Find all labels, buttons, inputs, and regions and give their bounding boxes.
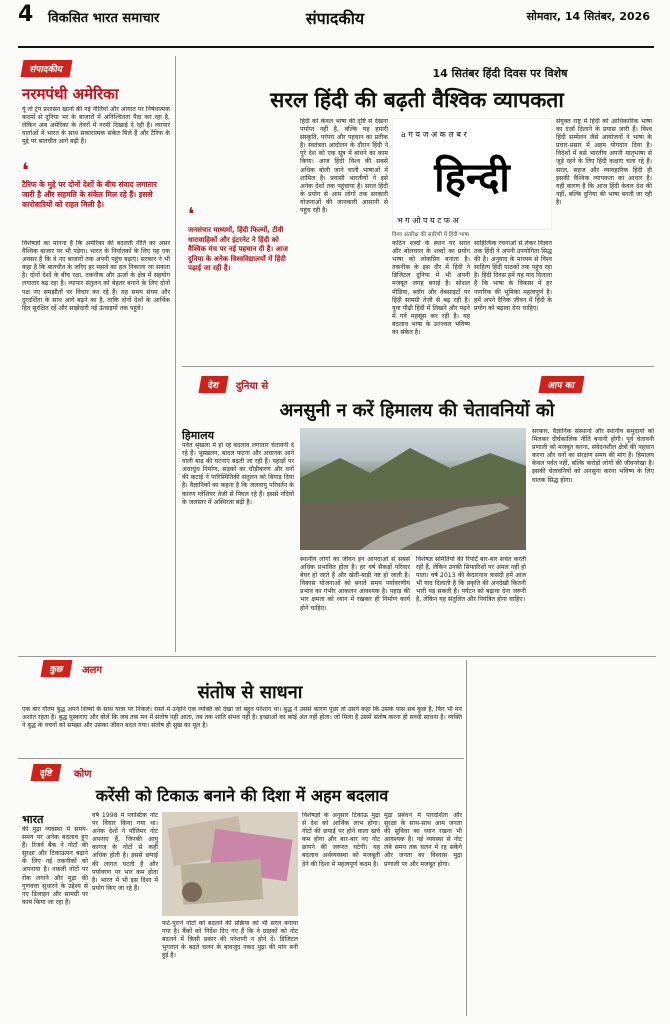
date: सोमवार, 14 सितंबर, 2026	[526, 10, 650, 23]
hindi-col4: संयुक्त राष्ट्र में हिंदी को आधिकारिक भाषा का दर्जा दिलाने के प्रयास जारी हैं। विश्व हिंदी सम्मेलन जैसे आयोजनों ने भाषा के प्रचार-प्रसार में अहम योगदान दिया है। विदेशों में बसे भारतीय अपनी मातृभाषा से जुड़े रहने के लिए हिंदी कक्षाएं चला रहे हैं। सरल, सहज और व्यावहारिक हिंदी ही इसकी वैश्विक व्यापकता का आधार है। यही कारण है कि आज हिंदी केवल देश की नहीं, बल्कि दुनिया की भाषा बनती जा रही है।	[556, 118, 652, 206]
column-divider	[175, 56, 176, 652]
himalaya-lead-word: हिमालय	[182, 429, 214, 442]
paper-name: विकसित भारत समाचार	[48, 11, 160, 26]
currency-col4: विशेषज्ञों के अनुसार टिकाऊ मुद्रा से देश को आर्थिक लाभ होगा। नोटों की छपाई पर होने वाला खर्च कम होगा और बार-बार नए नोट छापने की जरूरत घटेगी। यह बदलाव अर्थव्यवस्था को मजबूती देने की दिशा में महत्वपूर्ण कदम है।	[302, 812, 380, 868]
himalaya-col4: सरकार, वैज्ञानिक संस्थानों और स्थानीय समुदायों को मिलकर दीर्घकालिक नीति बनानी होगी। पूर्व चेतावनी प्रणाली को मजबूत करना, संवेदनशील क्षेत्रों की पहचान करना और वनों का संरक्षण समय की मांग है। हिमालय केवल पर्वत नहीं, बल्कि करोड़ों लोगों की जीवनरेखा है। इसकी चेतावनियों को अनसुना करना भविष्य के लिए घातक सिद्ध होगा।	[532, 428, 654, 484]
himalaya-tag: देश	[199, 376, 229, 393]
hindi-day-headline: सरल हिंदी की बढ़ती वैश्विक व्यापकता	[270, 88, 564, 112]
editorial-pull-quote: टैरिफ के मुद्दे पर दोनों देशों के बीच संवाद लगातार जारी है और सहमति के संकेत मिल रहे हैं। इससे कारोबारियों को राहत मिली है।	[22, 180, 157, 209]
currency-photo	[162, 812, 298, 916]
hindi-day-kicker: 14 सितंबर हिंदी दिवस पर विशेष	[432, 67, 568, 80]
hindi-image-caption: विश्व अंतरिक्ष की सारिणी में हिंदी भाषा	[392, 232, 470, 238]
hindi-word-art	[392, 118, 552, 230]
svg-text:a ग य ज अ क ल ब र: a ग य ज अ क ल ब र	[401, 130, 467, 139]
currency-tag: दृष्टि	[31, 764, 62, 781]
himalaya-tag-2: दुनिया से	[236, 381, 269, 392]
currency-col2: वर्ष 1998 में प्लास्टिक नोट पर विचार किया गया था। अनेक देशों ने पॉलिमर नोट अपनाए हैं, जिनकी आयु कागज के नोटों से कहीं अधिक होती है। इससे छपाई की लागत घटती है और पर्यावरण पर भार कम होता है। भारत में भी इस दिशा में प्रयोग किए जा रहे हैं।	[92, 812, 158, 892]
hindi-pull-quote: जनसंचार माध्यमों, हिंदी फिल्मों, टीवी धारावाहिकों और इंटरनेट ने हिंदी को वैश्विक मंच पर नई पहचान दी है। आज दुनिया के अनेक विश्वविद्यालयों में हिंदी पढ़ाई जा रही है।	[188, 226, 288, 272]
santosh-tag-2: अलग	[82, 665, 103, 676]
column-divider	[466, 660, 467, 1016]
editorial-lead: यूं तो ट्रंप प्रशासन खानों की नई नीतियों और आयात पर निषेधात्मक कदमों से दुनिया भर के बाजारों में अनिश्चितता पैदा कर रहा है, लेकिन अब अमेरिका के तेवरों में नरमी दिखाई दे रही है। व्यापार वार्ताओं में भारत के साथ सकारात्मक संकेत मिले हैं और टैरिफ के मुद्दे पर बातचीत आगे बढ़ी है।	[22, 106, 170, 146]
santosh-body: एक बार गौतम बुद्ध अपने शिष्यों के साथ यात्रा पर निकले। रास्ते में उन्होंने एक व्यक्ति को देखा जो बहुत परेशान था। बुद्ध ने उससे कारण पूछा तो उसने कहा कि उसके पास सब कुछ है, फिर भी मन अशांत रहता है। बुद्ध मुस्कराए और बोले कि जब तक मन में संतोष नहीं आता, तब तक शांति संभव नहीं है। इच्छाओं का कोई अंत नहीं होता। जो मिला है उसमें संतोष करना ही सच्ची साधना है। व्यक्ति ने बुद्ध के वचनों को समझा और उसका जीवन बदल गया। संतोष ही सुख का मूल है।	[22, 706, 462, 730]
santosh-tag: कुछ	[41, 660, 73, 677]
santosh-headline: संतोष से साधना	[197, 682, 303, 703]
quote-mark-icon: ❛	[188, 204, 195, 225]
himalaya-col3: विशेषज्ञ समितियों की रिपोर्टें बार-बार सचेत करती रही हैं, लेकिन उनकी सिफारिशों पर अमल नहीं हो पाता। वर्ष 2013 की केदारनाथ त्रासदी हमें आज भी याद दिलाती है कि प्रकृति की अनदेखी कितनी भारी पड़ सकती है। पर्यटन को बढ़ावा देना जरूरी है, लेकिन यह संतुलित और नियंत्रित होना चाहिए।	[416, 556, 526, 604]
currency-tag-2: कोण	[74, 769, 92, 780]
himalaya-photo	[300, 428, 526, 550]
quote-mark-icon: ❛	[22, 158, 29, 182]
masthead-rule	[18, 46, 654, 48]
hindi-col1: हिंदी को केवल भाषा की दृष्टि से देखना पर्याप्त नहीं है, बल्कि यह हमारी संस्कृति, परंपरा और पहचान का प्रतीक है। स्वतंत्रता आंदोलन के दौरान हिंदी ने पूरे देश को एक सूत्र में बांधने का काम किया। आज हिंदी विश्व की सबसे अधिक बोली जाने वाली भाषाओं में शामिल है। प्रवासी भारतीयों ने इसे अनेक देशों तक पहुंचाया है। सरल हिंदी के प्रयोग से आम लोगों तक सरकारी योजनाओं की जानकारी आसानी से पहुंच रही है।	[300, 118, 388, 215]
editorial-headline: नरमपंथी अमेरिका	[22, 85, 119, 103]
masthead	[0, 0, 670, 48]
paneer-tag: आप का	[539, 376, 585, 393]
section-title: संपादकीय	[305, 9, 365, 28]
currency-headline: करेंसी को टिकाऊ बनाने की दिशा में अहम बदलाव	[95, 786, 389, 805]
currency-col3: फटे-पुराने नोटों को बदलने की प्रक्रिया को भी सरल बनाया गया है। बैंकों को निर्देश दिए गए हैं कि वे ग्राहकों को नोट बदलने में किसी प्रकार की परेशानी न होने दें। डिजिटल भुगतान के बढ़ते चलन के बावजूद नकद मुद्रा की मांग बनी हुई है।	[162, 920, 298, 960]
section-divider	[182, 366, 654, 367]
currency-lead-word: भारत	[22, 813, 44, 826]
himalaya-col2: स्थानीय लोगों का जीवन इन आपदाओं से सबसे अधिक प्रभावित होता है। हर वर्ष सैकड़ों परिवार बेघर हो जाते हैं और खेती-बाड़ी नष्ट हो जाती है। विकास योजनाओं को बनाते समय पर्यावरणीय प्रभाव का गंभीर आकलन आवश्यक है। पहाड़ की भार क्षमता को ध्यान में रखकर ही निर्माण कार्य होने चाहिए।	[300, 556, 410, 612]
hindi-col2: कठिन शब्दों के स्थान पर सरल और बोलचाल के शब्दों का प्रयोग भाषा को लोकप्रिय बनाता है। तकनीक के इस दौर में हिंदी ने डिजिटल दुनिया में भी अपनी मजबूत जगह बनाई है। सोशल मीडिया, ब्लॉग और वेबसाइटों पर हिंदी सामग्री तेजी से बढ़ रही है। युवा पीढ़ी हिंदी में लिखने और पढ़ने में गर्व महसूस कर रही है। यह बदलाव भाषा के उज्ज्वल भविष्य का संकेत है।	[392, 240, 470, 337]
section-divider	[18, 656, 656, 657]
himalaya-headline: अनसुनी न करें हिमालय की चेतावनियों को	[279, 400, 555, 421]
hindi-col3: साहित्यिक रचनाओं से लेकर विज्ञान तक हिंदी ने अपनी उपयोगिता सिद्ध की है। अनुवाद के माध्यम से विश्व साहित्य हिंदी पाठकों तक पहुंच रहा है। हिंदी दिवस हमें यह याद दिलाता है कि भाषा के विकास में हर नागरिक की भूमिका महत्वपूर्ण है। हमें अपने दैनिक जीवन में हिंदी के प्रयोग को बढ़ावा देना चाहिए।	[474, 240, 552, 312]
editorial-tag: संपादकीय	[21, 60, 73, 77]
himalaya-col1: पर्वत श्रृंखला में हो रहे बदलाव लगातार चेतावनी दे रहे हैं। भूस्खलन, बादल फटना और अचानक आने वाली बाढ़ की घटनाएं बढ़ती जा रही हैं। पहाड़ों पर अंधाधुंध निर्माण, सड़कों का चौड़ीकरण और वनों की कटाई ने पारिस्थितिकी संतुलन को बिगाड़ दिया है। वैज्ञानिकों का कहना है कि जलवायु परिवर्तन के कारण ग्लेशियर तेजी से पिघल रहे हैं। इससे नदियों के जलस्तर में अस्थिरता बढ़ी है।	[182, 442, 294, 506]
svg-text:भ ग ओ प य ट फ अ: भ ग ओ प य ट फ अ	[397, 216, 459, 225]
page-number: 4	[18, 2, 34, 27]
currency-col5: मुद्रा प्रबंधन में पारदर्शिता और सुरक्षा के साथ-साथ आम जनता की सुविधा का ध्यान रखना भी आवश्यक है। नई व्यवस्था से नोट लंबे समय तक चलन में रह सकेंगे और जनता का विश्वास मुद्रा प्रणाली पर और मजबूत होगा।	[384, 812, 462, 868]
currency-col1: की मुद्रा व्यवस्था में समय-समय पर अनेक बदलाव हुए हैं। रिजर्व बैंक ने नोटों की सुरक्षा और टिकाऊपन बढ़ाने के लिए नई तकनीकों को अपनाया है। नकली नोटों पर रोक लगाने और मुद्रा की गुणवत्ता सुधारने के उद्देश्य से नए डिजाइन और सामग्री पर काम किया जा रहा है।	[22, 826, 88, 906]
editorial-body: विशेषज्ञों का मानना है कि अमेरिका की बदलती नीति का असर वैश्विक बाजार पर भी पड़ेगा। भारत के निर्यातकों के लिए यह एक अवसर है कि वे नए बाजारों तक अपनी पहुंच बढ़ाएं। सरकार ने भी कहा है कि बातचीत के जरिए हर मसले का हल निकाला जा सकता है। दोनों देशों के बीच रक्षा, तकनीक और ऊर्जा के क्षेत्र में सहयोग लगातार बढ़ रहा है। व्यापार संतुलन को बेहतर बनाने के लिए दोनों पक्ष नए समझौतों पर विचार कर रहे हैं। यह समय संयम और दूरदर्शिता के साथ आगे बढ़ने का है, ताकि दोनों देशों के आर्थिक हित सुरक्षित रहें और साझेदारी नई ऊंचाइयों तक पहुंचे।	[22, 240, 170, 312]
hindi-word-text: हिन्दी	[434, 155, 510, 201]
section-divider	[18, 758, 464, 759]
